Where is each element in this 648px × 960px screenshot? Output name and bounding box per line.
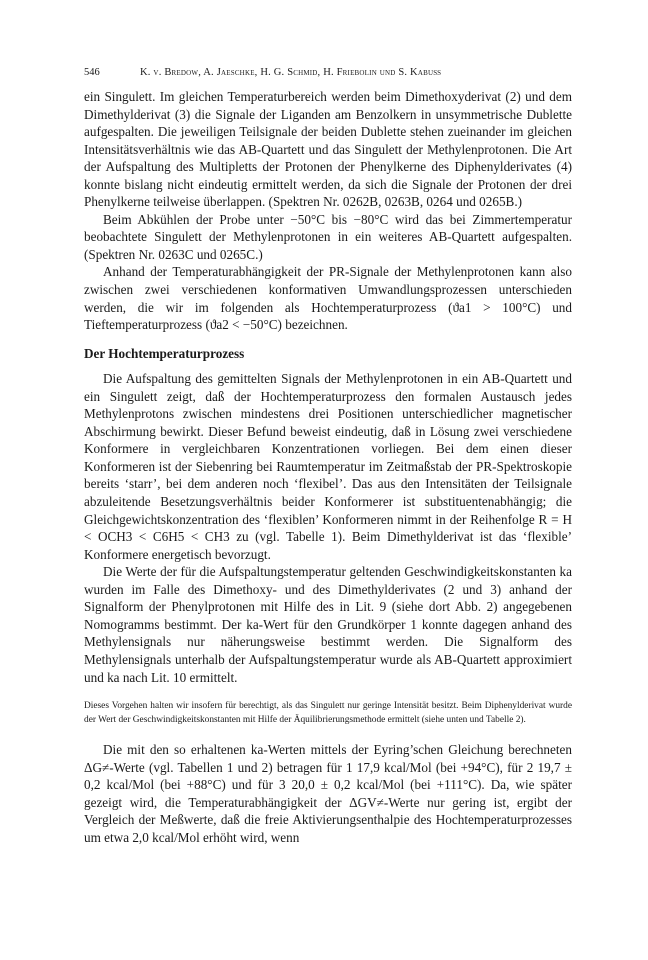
author-line: K. v. Bredow, A. Jaeschke, H. G. Schmid, H. Friebolin und S. Kabuß [140,67,442,78]
footnote: Dieses Vorgehen halten wir insofern für berechtigt, als das Singulett nur geringe Intensität besitzt. Beim Diphenylderivat wurde der Wert der Geschwindigkeitskonstanten mit Hilfe der Äquilibrierungsmethode ermittelt (siehe unten und Tabelle 2). [84,701,572,725]
section-heading: Der Hochtemperaturprozess [84,345,245,361]
paragraph: Beim Abkühlen der Probe unter −50°C bis −80°C wird das bei Zimmertemperatur beobachtete Singulett der Methylenprotonen in ein weiteres AB-Quartett aufgespalten. (Spektren Nr. 0263C und 0265C.) [84,211,572,262]
paragraph: Anhand der Temperaturabhängigkeit der PR-Signale der Methylenprotonen kann also zwischen zwei verschiedenen konformativen Umwandlungsprozessen unterschieden werden, die wir im folgenden als Hochtemperaturprozess (ϑa1 > 100°C) und Tieftemperaturprozess (ϑa2 < −50°C) bezeichnen. [84,264,572,333]
running-header [84,66,574,80]
paragraph: Die Aufspaltung des gemittelten Signals der Methylenprotonen in ein AB-Quartett und ein Singulett zeigt, daß der Hochtemperaturprozess den formalen Austausch jedes Methylenprotons zwischen mindestens drei Positionen unterschiedlicher magnetischer Abschirmung bewirkt. Dieser Befund beweist eindeutig, daß in Lösung zwei verschiedene Konformere in vergleichbaren Konzentrationen vorliegen. Bei dem einen dieser Konformeren ist der Siebenring bei Raumtemperatur im Zeitmaßstab der PR-Spektroskopie bereits ‘starr’, bei dem anderen noch ‘flexibel’. Das aus den Intensitäten der Teilsignale abzuleitende Besetzungsverhältnis beider Konformerer ist substituentenabhängig; die Gleichgewichtskonzentration des ‘flexiblen’ Konformeren nimmt in der Reihenfolge R = H < OCH3 < C6H5 < CH3 zu (vgl. Tabelle 1). Beim Dimethylderivat ist das ‘flexible’ Konformere energetisch bevorzugt. [84,371,572,562]
paragraph: Die Werte der für die Aufspaltungstemperatur geltenden Geschwindigkeitskonstanten ka wurden im Falle des Dimethoxy- und des Dimethylderivates (2 und 3) anhand der Signalform der Phenylprotonen mit Hilfe des in Lit. 9 (siehe dort Abb. 2) angegebenen Nomogramms bestimmt. Der ka-Wert für den Grundkörper 1 konnte dagegen anhand des Methylensignals nur näherungsweise bestimmt werden. Die Signalform des Methylensignals unterhalb der Aufspaltungstemperatur wurde als AB-Quartett approximiert und ka nach Lit. 10 ermittelt. [84,564,572,685]
paragraph: ein Singulett. Im gleichen Temperaturbereich werden beim Dimethoxyderivat (2) und dem Dimethylderivat (3) die Signale der Liganden am Benzolkern in unsymmetrische Dublette aufgespalten. Die jeweiligen Teilsignale der beiden Dublette stehen zueinander im gleichen Intensitätsverhältnis wie das AB-Quartett und das Singulett der Methylenprotonen. Die Art der Aufspaltung des Multipletts der Protonen der Phenylkerne des Diphenylderivates (4) konnte bislang nicht eindeutig ermittelt werden, da sich die Signale der Protonen der drei Phenylkerne teilweise überlappen. (Spektren Nr. 0262B, 0263B, 0264 und 0265B.) [84,89,572,210]
page-number: 546 [84,67,100,78]
paragraph: Die mit den so erhaltenen ka-Werten mittels der Eyring’schen Gleichung berechneten ΔG≠-Werte (vgl. Tabellen 1 und 2) betragen für 1 17,9 kcal/Mol (bei +94°C), für 2 19,7 ± 0,2 kcal/Mol (bei +88°C) und für 3 20,0 ± 0,2 kcal/Mol (bei +111°C). Da, wie später gezeigt wird, die Temperaturabhängigkeit der ΔGV≠-Werte nur gering ist, ergibt der Vergleich der Meßwerte, daß die freie Aktivierungsenthalpie des Hochtemperaturprozesses um etwa 2,0 kcal/Mol erhöht wird, wenn [84,742,572,845]
body-text [84,88,572,846]
